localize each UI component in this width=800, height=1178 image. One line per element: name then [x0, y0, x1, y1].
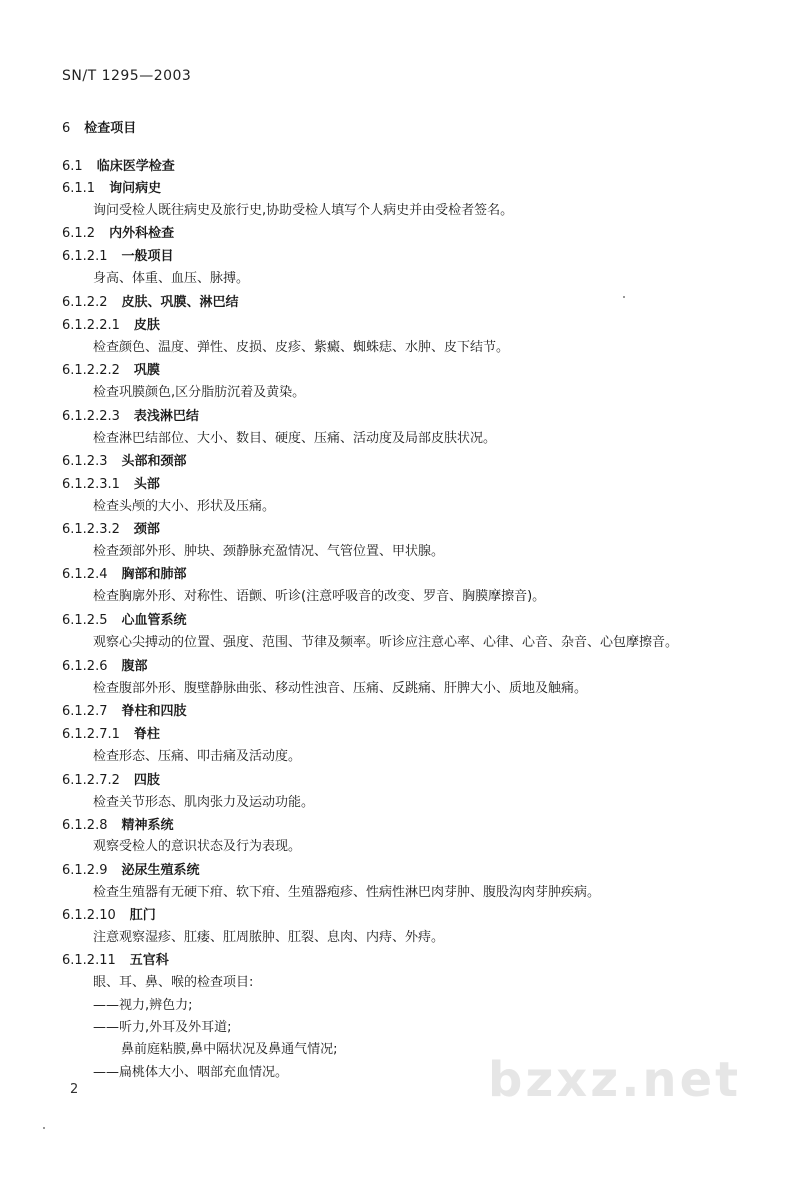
body-text: 观察受检人的意识状态及行为表现。 [93, 839, 302, 854]
section-heading [62, 225, 174, 243]
body-text: ——扁桃体大小、咽部充血情况。 [93, 1065, 289, 1080]
section-heading [62, 476, 160, 494]
site-watermark: bzxz.net [488, 1052, 742, 1108]
section-heading [62, 566, 187, 584]
body-text: 检查形态、压痛、叩击痛及活动度。 [93, 749, 302, 764]
section-heading [62, 612, 187, 630]
body-text: 鼻前庭粘膜,鼻中隔状况及鼻通气情况; [121, 1042, 338, 1057]
section-heading [62, 120, 136, 138]
section-title: 胸部和肺部 [121, 567, 187, 582]
body-text: 检查腹部外形、腹壁静脉曲张、移动性浊音、压痛、反跳痛、肝脾大小、质地及触痛。 [93, 681, 588, 696]
section-heading [62, 726, 160, 744]
section-number: 6.1.2.3.2 [62, 522, 120, 537]
section-number: 6.1.2.2.1 [62, 318, 120, 333]
section-number: 6.1.2.2 [62, 295, 108, 310]
section-heading [62, 703, 187, 721]
body-text: 检查颜色、温度、弹性、皮损、皮疹、紫癜、蜘蛛痣、水肿、皮下结节。 [93, 340, 510, 355]
section-title: 临床医学检查 [96, 159, 175, 174]
section-title: 肛门 [129, 908, 156, 923]
section-heading [62, 862, 200, 880]
section-title: 头部 [133, 477, 160, 492]
body-text: 检查头颅的大小、形状及压痛。 [93, 499, 276, 514]
section-number: 6.1.2.10 [62, 908, 116, 923]
section-heading [62, 248, 174, 266]
section-number: 6.1.2.3 [62, 454, 108, 469]
section-heading [62, 907, 156, 925]
body-text: 检查关节形态、肌肉张力及运动功能。 [93, 795, 315, 810]
section-number: 6.1.2.7 [62, 704, 108, 719]
section-number: 6 [62, 121, 71, 136]
section-title: 一般项目 [121, 249, 174, 264]
section-number: 6.1.2.8 [62, 818, 108, 833]
section-title: 心血管系统 [121, 613, 187, 628]
body-text: 询问受检人既往病史及旅行史,协助受检人填写个人病史并由受检者签名。 [93, 203, 514, 218]
section-title: 皮肤、巩膜、淋巴结 [121, 295, 239, 310]
section-title: 皮肤 [133, 318, 160, 333]
section-title: 内外科检查 [109, 226, 175, 241]
scan-speck [43, 1127, 45, 1129]
section-title: 颈部 [133, 522, 160, 537]
section-heading [62, 952, 169, 970]
section-title: 脊柱 [133, 727, 160, 742]
section-number: 6.1.2.5 [62, 613, 108, 628]
section-number: 6.1.2.7.2 [62, 773, 120, 788]
section-number: 6.1.2 [62, 226, 96, 241]
body-text: 检查生殖器有无硬下疳、软下疳、生殖器疱疹、性病性淋巴肉芽肿、腹股沟肉芽肿疾病。 [93, 885, 601, 900]
section-number: 6.1.1 [62, 181, 96, 196]
standard-code-header: SN/T 1295—2003 [62, 68, 192, 84]
section-number: 6.1.2.6 [62, 659, 108, 674]
body-text: 检查胸廓外形、对称性、语颤、听诊(注意呼吸音的改变、罗音、胸膜摩擦音)。 [93, 589, 546, 604]
section-title: 表浅淋巴结 [133, 409, 199, 424]
section-title: 五官科 [129, 953, 169, 968]
section-number: 6.1 [62, 159, 83, 174]
section-number: 6.1.2.7.1 [62, 727, 120, 742]
section-title: 头部和颈部 [121, 454, 187, 469]
section-heading [62, 294, 239, 312]
section-heading [62, 408, 199, 426]
section-heading [62, 317, 160, 335]
section-number: 6.1.2.2.3 [62, 409, 120, 424]
page-number: 2 [70, 1082, 79, 1097]
section-number: 6.1.2.2.2 [62, 363, 120, 378]
section-title: 泌尿生殖系统 [121, 863, 200, 878]
section-heading [62, 180, 161, 198]
section-heading [62, 772, 160, 790]
section-number: 6.1.2.9 [62, 863, 108, 878]
body-text: 观察心尖搏动的位置、强度、范围、节律及频率。听诊应注意心率、心律、心音、杂音、心包摩擦音。 [93, 635, 679, 650]
section-number: 6.1.2.3.1 [62, 477, 120, 492]
section-title: 询问病史 [109, 181, 162, 196]
body-text: 检查颈部外形、肿块、颈静脉充盈情况、气管位置、甲状腺。 [93, 544, 445, 559]
section-title: 腹部 [121, 659, 148, 674]
body-text: 眼、耳、鼻、喉的检查项目: [93, 975, 254, 990]
section-heading [62, 362, 160, 380]
body-text: 注意观察湿疹、肛瘘、肛周脓肿、肛裂、息肉、内痔、外痔。 [93, 930, 445, 945]
body-text: ——视力,辨色力; [93, 998, 193, 1013]
section-number: 6.1.2.11 [62, 953, 116, 968]
scan-speck [623, 296, 625, 298]
section-heading [62, 521, 160, 539]
section-number: 6.1.2.1 [62, 249, 108, 264]
section-heading [62, 658, 148, 676]
section-title: 检查项目 [84, 121, 137, 136]
section-title: 脊柱和四肢 [121, 704, 187, 719]
section-title: 四肢 [133, 773, 160, 788]
section-title: 巩膜 [133, 363, 160, 378]
section-heading [62, 158, 175, 176]
section-title: 精神系统 [121, 818, 174, 833]
section-heading [62, 453, 187, 471]
section-number: 6.1.2.4 [62, 567, 108, 582]
body-text: 身高、体重、血压、脉搏。 [93, 271, 250, 286]
body-text: 检查巩膜颜色,区分脂肪沉着及黄染。 [93, 385, 306, 400]
body-text: 检查淋巴结部位、大小、数目、硬度、压痛、活动度及局部皮肤状况。 [93, 431, 497, 446]
body-text: ——听力,外耳及外耳道; [93, 1020, 232, 1035]
section-heading [62, 817, 174, 835]
